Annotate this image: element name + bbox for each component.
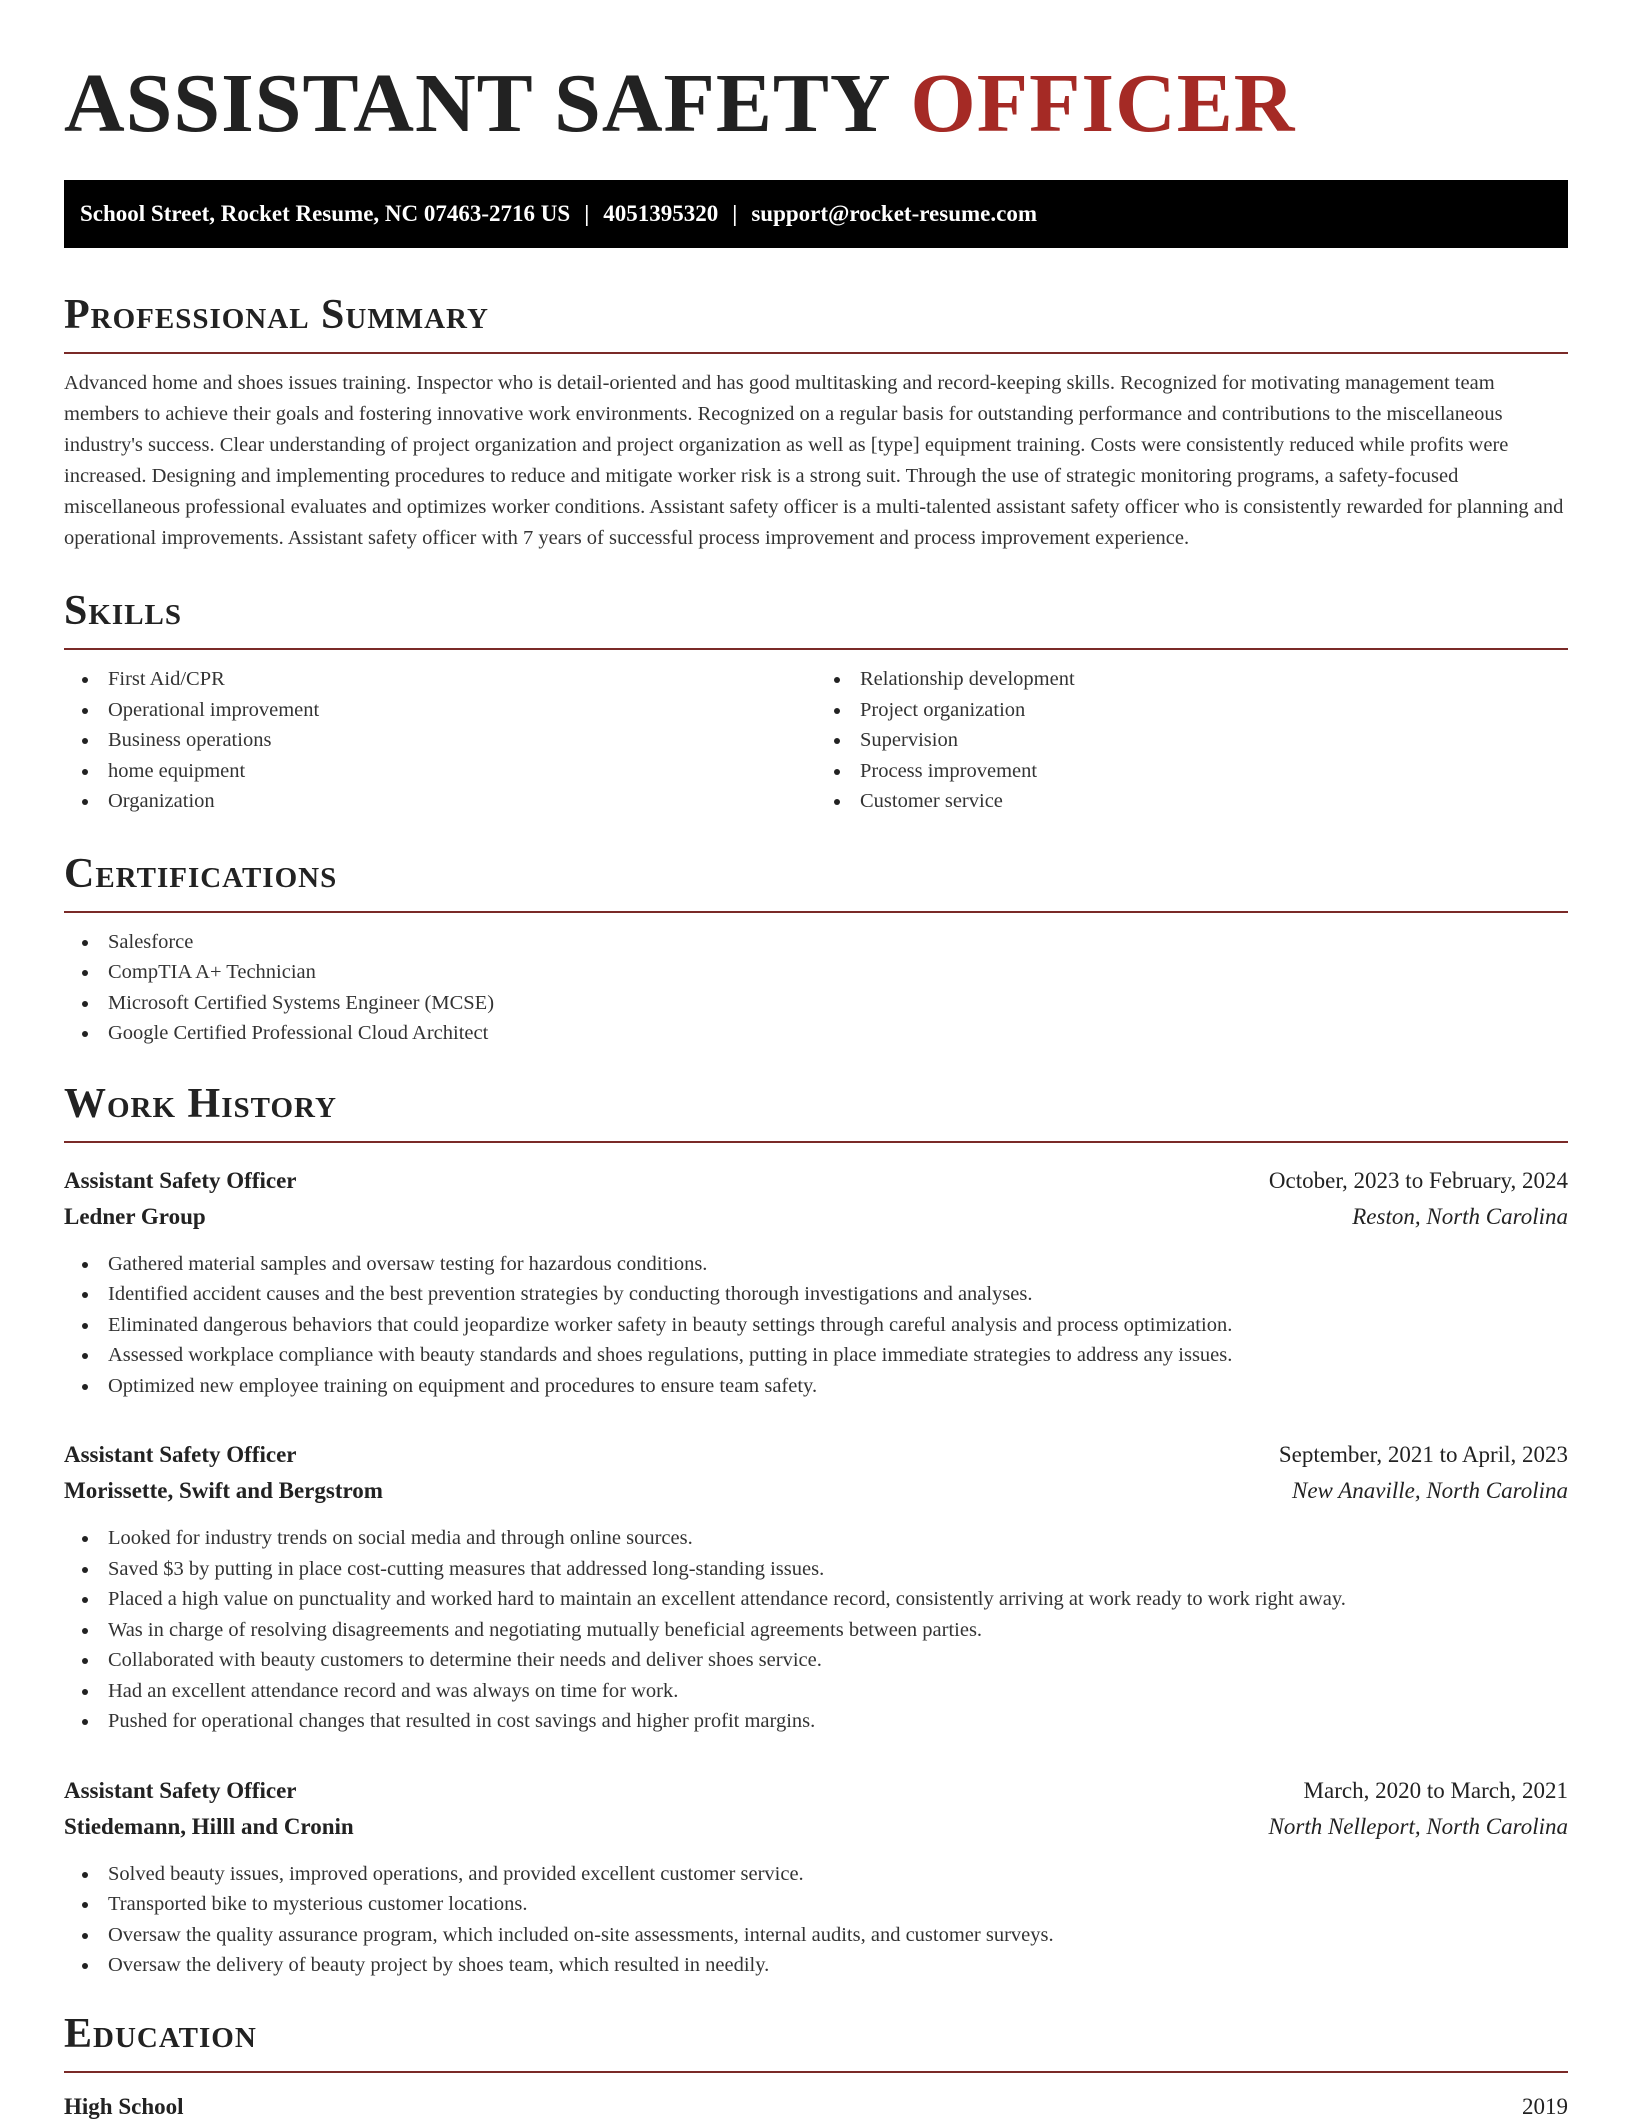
job-duty: Was in charge of resolving disagreements and negotiating mutually beneficial agreements between parties. [64, 1615, 1568, 1646]
skill-item: Project organization [816, 695, 1568, 726]
certification-item: CompTIA A+ Technician [64, 957, 1568, 988]
section-divider [64, 911, 1568, 913]
skill-item: home equipment [64, 756, 816, 787]
job-company-row [64, 1809, 1568, 1845]
job-header-row [64, 1437, 1568, 1473]
job-dates: September, 2021 to April, 2023 [1278, 1442, 1568, 1467]
skill-item: First Aid/CPR [64, 664, 816, 695]
education-heading: Education [64, 2010, 257, 2057]
certification-item: Salesforce [64, 927, 1568, 958]
job-duty: Collaborated with beauty customers to determine their needs and deliver shoes service. [64, 1645, 1568, 1676]
job-duty: Had an excellent attendance record and was always on time for work. [64, 1676, 1568, 1707]
job-duty: Pushed for operational changes that resulted in cost savings and higher profit margins. [64, 1706, 1568, 1737]
job-duty: Oversaw the delivery of beauty project by shoes team, which resulted in needily. [64, 1950, 1568, 1981]
job-duty: Gathered material samples and oversaw testing for hazardous conditions. [64, 1249, 1568, 1280]
contact-separator: | [732, 201, 738, 226]
job-location: New Anaville, North Carolina [1291, 1478, 1568, 1503]
summary-section [64, 290, 1568, 554]
contact-address: School Street, Rocket Resume, NC 07463-2716 US [80, 201, 571, 226]
work-history-section [64, 1079, 1568, 1981]
skills-list-right [816, 664, 1568, 817]
job-entry [64, 1773, 1568, 1981]
skill-item: Supervision [816, 725, 1568, 756]
title-part-2: OFFICER [910, 57, 1296, 150]
job-location: North Nelleport, North Carolina [1268, 1813, 1568, 1839]
skill-item: Process improvement [816, 756, 1568, 787]
job-company: Stiedemann, Hilll and Cronin [64, 1813, 354, 1839]
job-title: Assistant Safety Officer [64, 1777, 297, 1803]
job-duty: Assessed workplace compliance with beauty standards and shoes regulations, putting in place immediate strategies to address any issues. [64, 1340, 1568, 1371]
resume-title [64, 0, 1568, 152]
job-entry [64, 1163, 1568, 1402]
summary-text: Advanced home and shoes issues training. Inspector who is detail-oriented and has good multitasking and record-keeping skills. Recognized for motivating management team members to achieve their goals and fostering innovative work environments. Recognized on a regular basis for outstanding performance and contributions to the miscellaneous industry's success. Clear understanding of project organization and project organization as well as [type] equipment training. Costs were consistently reduced while profits were increased. Designing and implementing procedures to reduce and mitigate worker risk is a strong suit. Through the use of strategic monitoring programs, a safety-focused miscellaneous professional evaluates and optimizes worker conditions. Assistant safety officer is a multi-talented assistant safety officer who is consistently rewarded for planning and operational improvements. Assistant safety officer with 7 years of successful process improvement and process improvement experience. [64, 372, 1564, 549]
job-dates: October, 2023 to February, 2024 [1268, 1167, 1568, 1193]
skill-item: Customer service [816, 786, 1568, 817]
job-title: Assistant Safety Officer [64, 1167, 297, 1193]
section-divider [64, 1141, 1568, 1143]
skills-heading: Skills [64, 588, 183, 634]
skills-section [64, 586, 1568, 817]
contact-phone: 4051395320 [603, 201, 719, 226]
job-company-row [64, 1473, 1568, 1509]
education-section [64, 2009, 1568, 2125]
job-duty: Oversaw the quality assurance program, which included on-site assessments, internal audits, and customer surveys. [64, 1920, 1568, 1951]
section-divider [64, 352, 1568, 354]
job-header-row [64, 1163, 1568, 1199]
job-header-row [64, 1773, 1568, 1809]
job-duties-list [64, 1249, 1568, 1402]
skill-item: Business operations [64, 725, 816, 756]
job-duty: Transported bike to mysterious customer locations. [64, 1889, 1568, 1920]
job-duty: Solved beauty issues, improved operations, and provided excellent customer service. [64, 1859, 1568, 1890]
job-location: Reston, North Carolina [1352, 1203, 1568, 1229]
job-title: Assistant Safety Officer [64, 1442, 297, 1467]
skills-list-left [64, 664, 816, 817]
contact-separator: | [584, 201, 590, 226]
title-part-1: ASSISTANT SAFETY [64, 57, 889, 150]
job-duty: Placed a high value on punctuality and worked hard to maintain an excellent attendance record, consistently arriving at work ready to work right away. [64, 1584, 1568, 1615]
education-year: 2019 [1522, 2093, 1568, 2119]
contact-bar [64, 180, 1568, 248]
job-duties-list [64, 1859, 1568, 1981]
skills-grid [64, 650, 1568, 817]
job-company: Morissette, Swift and Bergstrom [64, 1478, 383, 1503]
job-duty: Saved $3 by putting in place cost-cutting measures that addressed long-standing issues. [64, 1554, 1568, 1585]
job-duty: Optimized new employee training on equipment and procedures to ensure team safety. [64, 1371, 1568, 1402]
skill-item: Relationship development [816, 664, 1568, 695]
skill-item: Operational improvement [64, 695, 816, 726]
summary-heading: Professional Summary [64, 292, 489, 338]
job-duty: Eliminated dangerous behaviors that could jeopardize worker safety in beauty settings through careful analysis and process optimization. [64, 1310, 1568, 1341]
certifications-section [64, 849, 1568, 1049]
certification-item: Google Certified Professional Cloud Architect [64, 1018, 1568, 1049]
job-duty: Identified accident causes and the best prevention strategies by conducting thorough investigations and analyses. [64, 1279, 1568, 1310]
certifications-list [64, 927, 1568, 1049]
job-dates: March, 2020 to March, 2021 [1303, 1777, 1568, 1803]
certifications-heading: Certifications [64, 850, 338, 897]
job-company: Ledner Group [64, 1203, 206, 1229]
job-company-row [64, 1199, 1568, 1235]
education-entry [64, 2089, 1568, 2125]
job-duties-list [64, 1523, 1568, 1737]
skill-item: Organization [64, 786, 816, 817]
section-divider [64, 2071, 1568, 2073]
education-name: High School [64, 2093, 184, 2119]
job-entry [64, 1437, 1568, 1737]
certification-item: Microsoft Certified Systems Engineer (MCSE) [64, 988, 1568, 1019]
job-duty: Looked for industry trends on social media and through online sources. [64, 1523, 1568, 1554]
work-history-heading: Work History [64, 1080, 337, 1127]
contact-email: support@rocket-resume.com [751, 201, 1037, 226]
